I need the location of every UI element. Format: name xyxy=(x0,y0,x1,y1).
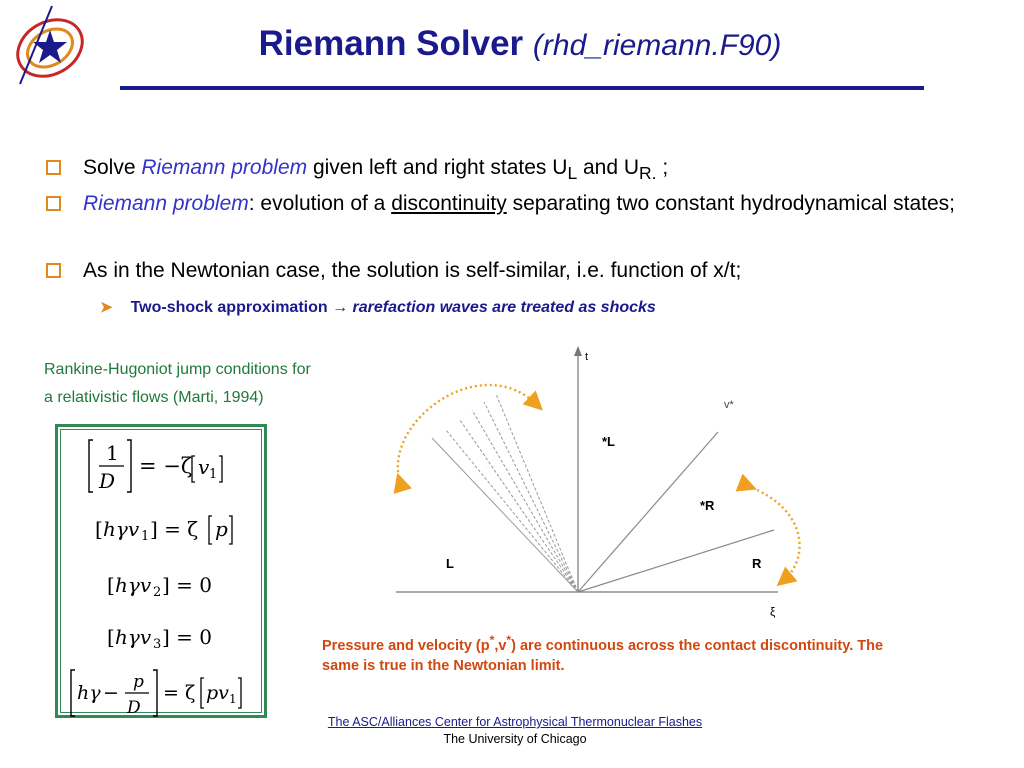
wave-diagram xyxy=(360,340,820,620)
contact-discontinuity-line xyxy=(578,432,718,592)
svg-text:[: [ xyxy=(107,625,115,649)
flash-center-logo xyxy=(6,2,90,88)
svg-text:p: p xyxy=(215,517,228,541)
svg-text:hγ: hγ xyxy=(77,682,101,704)
equation-4 xyxy=(61,618,261,654)
fan-line xyxy=(496,394,578,592)
shock-line xyxy=(578,530,774,592)
equations-box xyxy=(55,424,267,718)
arrowhead-bullet-icon: ➤ xyxy=(100,299,113,316)
l-label: L xyxy=(446,556,454,571)
star-r-label: *R xyxy=(700,498,715,513)
svg-text:[: [ xyxy=(107,573,115,597)
fan-line xyxy=(446,430,578,592)
svg-text:] = ζ: ] = ζ xyxy=(150,517,199,541)
svg-text:v: v xyxy=(198,455,210,479)
svg-text:D: D xyxy=(127,698,141,718)
svg-text:1: 1 xyxy=(229,692,237,706)
rankine-hugoniot-label: Rankine-Hugoniot jump conditions for a relativistic flows (Marti, 1994) xyxy=(44,361,311,406)
equation-2 xyxy=(61,508,261,548)
svg-text:[: [ xyxy=(95,517,103,541)
right-arrow-icon: → xyxy=(332,299,349,316)
bullet-text: As in the Newtonian case, the solution is self-similar, i.e. function of x/t; xyxy=(83,259,742,282)
pressure-velocity-caption: Pressure and velocity (p*,v*) are continuous across the contact discontinuity. The same is true in the Newtonian limit. xyxy=(322,633,884,674)
title-main: Riemann Solver xyxy=(258,24,524,63)
fan-line xyxy=(460,420,578,592)
title-underline xyxy=(120,86,924,90)
svg-text:3: 3 xyxy=(153,637,162,652)
svg-text:= ζ: = ζ xyxy=(163,682,196,704)
svg-text:hγv: hγv xyxy=(115,625,152,649)
title-file: (rhd_riemann.F90) xyxy=(532,29,782,62)
xi-label: ξ xyxy=(770,605,776,619)
fan-line xyxy=(484,402,578,592)
bullet-box-icon xyxy=(46,196,61,211)
svg-text:1: 1 xyxy=(106,441,119,465)
svg-text:D: D xyxy=(99,469,116,493)
bullet-box-icon xyxy=(46,263,61,278)
star-l-label: *L xyxy=(602,434,615,449)
svg-text:p: p xyxy=(133,672,144,692)
bullet-text: Riemann problem: evolution of a discontinuity separating two constant hydrodynamical states; xyxy=(83,192,955,215)
t-label: t xyxy=(585,351,589,363)
svg-text:hγv: hγv xyxy=(103,517,140,541)
equation-1 xyxy=(61,438,261,494)
sub-bullet-two-shock: ➤ Two-shock approximation → rarefaction waves are treated as shocks xyxy=(100,299,656,316)
r-label: R xyxy=(752,556,762,571)
fan-line xyxy=(472,410,578,592)
svg-text:1: 1 xyxy=(141,529,150,544)
asc-center-link[interactable]: The ASC/Alliances Center for Astrophysical Thermonuclear Flashes xyxy=(327,715,703,729)
svg-text:= −ζ: = −ζ xyxy=(139,454,193,478)
svg-text:−: − xyxy=(103,682,119,704)
rarefaction-arrow-icon xyxy=(398,385,536,482)
slide-title xyxy=(120,24,920,64)
svg-text:hγv: hγv xyxy=(115,573,152,597)
university-name: The University of Chicago xyxy=(443,732,587,746)
bullet-box-icon xyxy=(46,160,61,175)
equation-3 xyxy=(61,566,261,602)
footer xyxy=(270,714,760,748)
svg-text:2: 2 xyxy=(153,585,162,600)
bullet-text: Solve Riemann problem given left and right states $U_L$ and $U_{R.}$ ; xyxy=(83,156,669,184)
svg-text:] = 0: ] = 0 xyxy=(162,573,212,597)
svg-text:] = 0: ] = 0 xyxy=(162,625,212,649)
svg-text:pv: pv xyxy=(206,682,229,704)
svg-text:1: 1 xyxy=(209,467,218,482)
equation-5 xyxy=(61,668,261,718)
v-star-label: v* xyxy=(724,399,734,411)
